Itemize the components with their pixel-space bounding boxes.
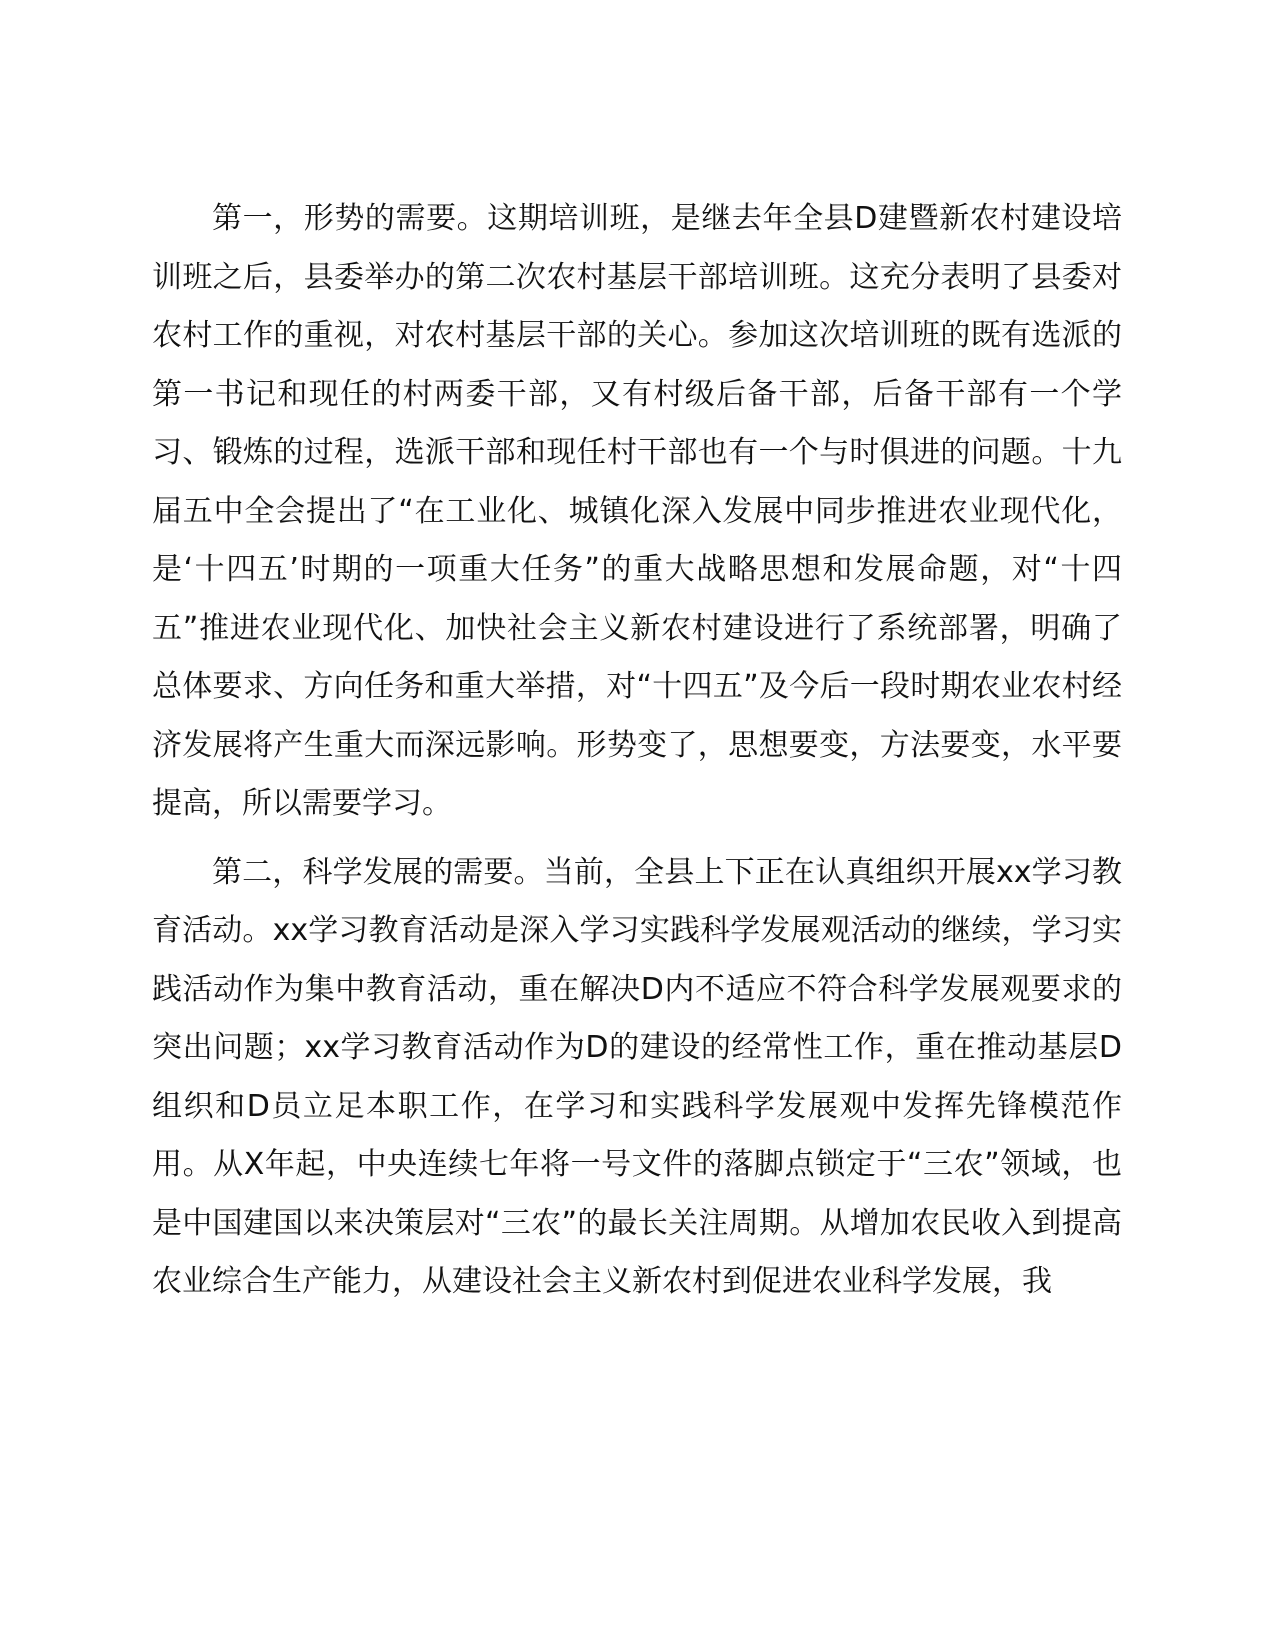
document-body — [152, 190, 1122, 1322]
paragraph-1: 第一，形势的需要。这期培训班，是继去年全县D建暨新农村建设培训班之后，县委举办的第二次农村基层干部培训班。这充分表明了县委对农村工作的重视，对农村基层干部的关心。参加这次培训班的既有选派的第一书记和现任的村两委干部，又有村级后备干部，后备干部有一个学习、锻炼的过程，选派干部和现任村干部也有一个与时俱进的问题。十九届五中全会提出了“在工业化、城镇化深入发展中同步推进农业现代化，是‘十四五’时期的一项重大任务”的重大战略思想和发展命题，对“十四五”推进农业现代化、加快社会主义新农村建设进行了系统部署，明确了总体要求、方向任务和重大举措，对“十四五”及今后一段时期农业农村经济发展将产生重大而深远影响。形势变了，思想要变，方法要变，水平要提高，所以需要学习。 — [152, 201, 1122, 821]
paragraph-2: 第二，科学发展的需要。当前，全县上下正在认真组织开展xx学习教育活动。xx学习教育活动是深入学习实践科学发展观活动的继续，学习实践活动作为集中教育活动，重在解决D内不适应不符合科学发展观要求的突出问题；xx学习教育活动作为D的建设的经常性工作，重在推动基层D组织和D员立足本职工作，在学习和实践科学发展观中发挥先锋模范作用。从X年起，中央连续七年将一号文件的落脚点锁定于“三农”领域，也是中国建国以来决策层对“三农”的最长关注周期。从增加农民收入到提高农业综合生产能力，从建设社会主义新农村到促进农业科学发展，我 — [152, 854, 1122, 1299]
